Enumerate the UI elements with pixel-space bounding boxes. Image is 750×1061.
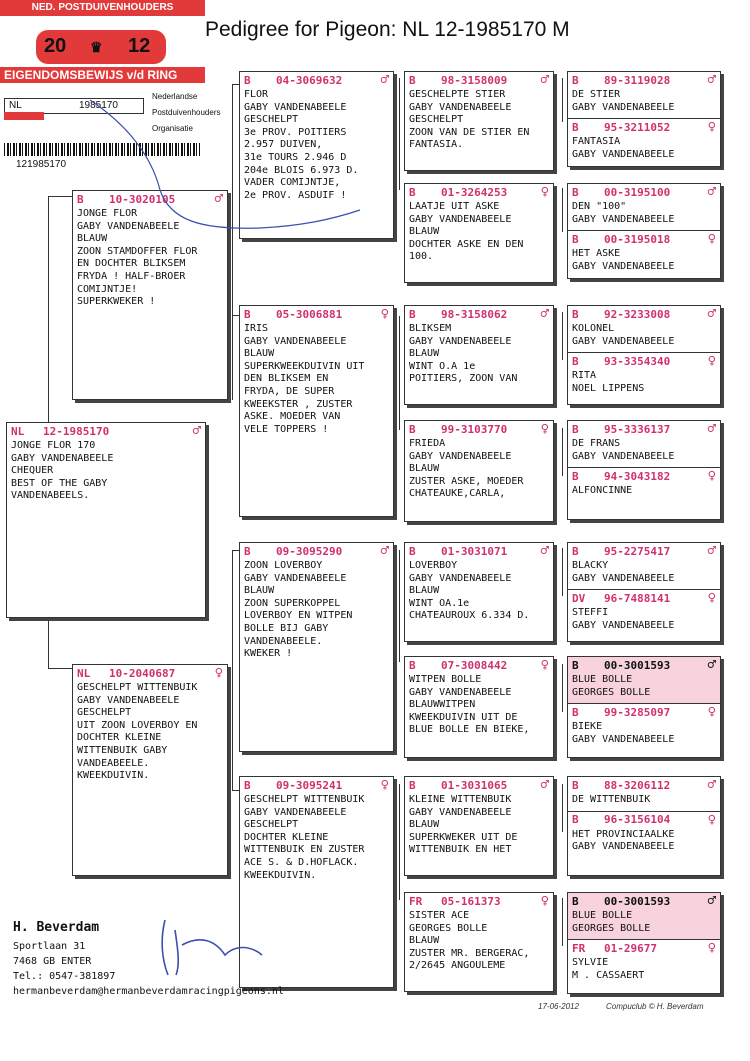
- pigeon-line: KWEEKDUIVIN UIT DE: [409, 711, 518, 723]
- female-icon: ♀: [540, 893, 549, 909]
- male-icon: ♂: [540, 72, 549, 88]
- footer-software: Compuclub © H. Beverdam: [606, 1002, 704, 1011]
- ring-number: 00-3001593: [604, 894, 671, 908]
- country-code: NL: [77, 666, 91, 680]
- country-code: FR: [409, 894, 423, 908]
- breeder-info: [13, 920, 284, 999]
- pigeon-line: GABY VANDENABEELE: [572, 733, 675, 745]
- pigeon-line: WITTENBUIK GABY: [77, 744, 168, 756]
- country-code: B: [572, 813, 579, 827]
- barcode-number: 121985170: [16, 159, 67, 170]
- pigeon-line: 2e PROV. ASDUIF !: [244, 189, 347, 201]
- female-icon: ♀: [540, 184, 549, 200]
- pigeon-line: JONGE FLOR 170: [11, 440, 96, 451]
- female-icon: ♀: [707, 704, 716, 721]
- country-code: B: [572, 307, 579, 321]
- pigeon-line: ASKE. MOEDER VAN: [244, 411, 341, 423]
- pigeon-line: SISTER ACE: [409, 910, 470, 921]
- pigeon-line: LAATJE UIT ASKE: [409, 201, 500, 212]
- pigeon-line: BLUE BOLLE: [572, 910, 633, 921]
- pigeon-line: GESCHELPT: [244, 819, 299, 831]
- ring-number: 95-3336137: [604, 422, 671, 436]
- male-icon: ♂: [707, 72, 716, 88]
- ring-number: 01-3031065: [441, 778, 508, 792]
- pigeon-line: KOLONEL: [572, 323, 615, 334]
- pigeon-line: VANDENABEELS.: [11, 490, 90, 502]
- pigeon-line: KWEEKSTER , ZUSTER: [244, 398, 353, 410]
- pigeon-line: ACE S. & D.HOFLACK.: [244, 856, 359, 868]
- pigeon-line: BLAUW: [409, 348, 440, 360]
- pigeon-line: GABY VANDENABEELE: [572, 841, 675, 853]
- pigeon-line: ZOON LOVERBOY: [244, 560, 323, 571]
- male-icon: ♂: [707, 306, 716, 322]
- country-code: B: [409, 73, 416, 87]
- pigeon-line: 2.957 DUIVEN,: [244, 139, 323, 151]
- pigeon-line: DOCHTER ASKE EN DEN: [409, 238, 524, 250]
- stamp-year-right: 12: [128, 35, 151, 57]
- ring-number: 07-3008442: [441, 658, 508, 672]
- pigeon-line: BLAUWWITPEN: [409, 699, 476, 711]
- male-icon: ♂: [192, 423, 201, 439]
- pigeon-line: GABY VANDENABEELE: [409, 450, 512, 462]
- pigeon-line: GABY VANDENABEELE: [572, 101, 675, 113]
- pigeon-line: COMIJNTJE!: [77, 283, 138, 295]
- pigeon-line: DEN "100": [572, 201, 627, 212]
- male-icon: ♂: [540, 543, 549, 559]
- pigeon-line: GABY VANDENABEELE: [77, 220, 180, 232]
- ring-number: 05-161373: [441, 894, 501, 908]
- pigeon-line: GESCHELPTE STIER: [409, 89, 506, 100]
- pigeon-line: IRIS: [244, 323, 269, 334]
- pigeon-line: KWEEKDUIVIN.: [77, 770, 150, 782]
- male-icon: ♂: [707, 421, 716, 437]
- pigeon-line: GABY VANDENABEELE: [572, 335, 675, 347]
- country-code: B: [244, 307, 251, 321]
- pigeon-line: VADER COMIJNTJE,: [244, 177, 341, 189]
- pigeon-line: FRIEDA: [409, 438, 446, 449]
- ring-number: 01-3264253: [441, 185, 508, 199]
- ring-number: 96-3156104: [604, 813, 671, 827]
- pigeon-line: 100.: [409, 251, 434, 263]
- pigeon-line: VELE TOPPERS !: [244, 423, 329, 435]
- pigeon-line: GABY VANDENABEELE: [409, 213, 512, 225]
- ring-number: 95-3211052: [604, 120, 671, 134]
- pigeon-line: RITA: [572, 370, 597, 382]
- country-code: B: [572, 778, 579, 792]
- breeder-phone: Tel.: 0547-381897: [13, 971, 116, 982]
- ring-number: 00-3195018: [604, 232, 671, 246]
- country-code: B: [409, 544, 416, 558]
- pigeon-line: STEFFI: [572, 607, 609, 619]
- female-icon: ♀: [380, 306, 389, 322]
- female-icon: ♀: [707, 940, 716, 957]
- country-code: DV: [572, 591, 586, 605]
- stamp-country: NL: [9, 100, 22, 111]
- ring-number: 09-3095241: [276, 778, 343, 792]
- ring-number: 89-3119028: [604, 73, 671, 87]
- pigeon-line: GESCHELPT WITTENBUIK: [244, 794, 365, 805]
- country-code: B: [77, 192, 84, 206]
- pigeon-line: HET PROVINCIAALKE: [572, 828, 675, 840]
- pigeon-line: GEORGES BOLLE: [409, 922, 488, 934]
- country-code: B: [572, 705, 579, 719]
- pigeon-line: GABY VANDENABEELE: [244, 101, 347, 113]
- pigeon-line: GABY VANDENABEELE: [572, 148, 675, 160]
- pigeon-line: BEST OF THE GABY: [11, 477, 108, 489]
- ring-number: 04-3069632: [276, 73, 343, 87]
- pigeon-line: BLUE BOLLE: [572, 674, 633, 685]
- ring-number: 09-3095290: [276, 544, 343, 558]
- pigeon-line: M . CASSAERT: [572, 969, 645, 981]
- pigeon-line: BLUE BOLLE EN BIEKE,: [409, 724, 530, 736]
- pigeon-line: GABY VANDENABEELE: [409, 572, 512, 584]
- pigeon-line: GABY VANDENABEELE: [244, 572, 347, 584]
- pigeon-line: BLIKSEM: [409, 323, 452, 334]
- male-icon: ♂: [707, 184, 716, 200]
- pigeon-line: BLAUW: [244, 585, 275, 597]
- pigeon-line: GESCHELPT: [409, 114, 464, 126]
- pigeon-line: GEORGES BOLLE: [572, 686, 651, 698]
- pigeon-line: BLAUW: [409, 819, 440, 831]
- pigeon-line: GABY VANDENABEELE: [572, 572, 675, 584]
- ring-number: 94-3043182: [604, 469, 671, 483]
- female-icon: ♀: [214, 665, 223, 681]
- pigeon-line: JONGE FLOR: [77, 208, 138, 219]
- country-code: B: [572, 354, 579, 368]
- pigeon-line: FRYDA, DE SUPER: [244, 385, 335, 397]
- pigeon-line: GABY VANDENABEELE: [409, 101, 512, 113]
- country-code: B: [572, 469, 579, 483]
- male-icon: ♂: [380, 543, 389, 559]
- female-icon: ♀: [380, 777, 389, 793]
- female-icon: ♀: [707, 353, 716, 370]
- pigeon-line: CHEQUER: [11, 465, 54, 477]
- footer-date: 17-06-2012: [538, 1002, 579, 1011]
- stamp-side-1: Nederlandse: [152, 92, 198, 101]
- country-code: B: [572, 185, 579, 199]
- pigeon-line: ZOON SUPERKOPPEL: [244, 597, 341, 609]
- pigeon-line: GABY VANDENABEELE: [409, 686, 512, 698]
- male-icon: ♂: [707, 893, 716, 909]
- male-icon: ♂: [707, 543, 716, 559]
- stamp-side-2: Postduivenhouders: [152, 108, 221, 117]
- male-icon: ♂: [707, 777, 716, 793]
- country-code: B: [572, 544, 579, 558]
- country-code: B: [572, 232, 579, 246]
- stamp-ring: 1985170: [79, 100, 118, 111]
- pigeon-line: VANDEABEELE.: [77, 757, 150, 769]
- pigeon-line: HET ASKE: [572, 248, 621, 260]
- pigeon-line: EN DOCHTER BLIKSEM: [77, 258, 186, 270]
- country-code: B: [409, 185, 416, 199]
- pigeon-line: GABY VANDENABEELE: [572, 260, 675, 272]
- male-icon: ♂: [540, 306, 549, 322]
- ring-number: 95-2275417: [604, 544, 671, 558]
- pigeon-line: BOLLE BIJ GABY: [244, 622, 329, 634]
- pigeon-line: DE FRANS: [572, 438, 621, 449]
- female-icon: ♀: [707, 231, 716, 248]
- stamp-ownership: EIGENDOMSBEWIJS v/d RING: [0, 67, 205, 83]
- pigeon-line: BLAUW: [409, 226, 440, 238]
- pigeon-line: BLAUW: [244, 348, 275, 360]
- ring-number: 05-3006881: [276, 307, 343, 321]
- pigeon-line: BIEKE: [572, 721, 603, 733]
- country-code: B: [409, 658, 416, 672]
- pigeon-line: SUPERKWEKER UIT DE: [409, 831, 518, 843]
- pigeon-line: UIT ZOON LOVERBOY EN: [77, 719, 198, 731]
- pigeon-line: GESCHELPT: [244, 114, 299, 126]
- ring-number: 98-3158009: [441, 73, 508, 87]
- pigeon-line: WINT O.A 1e: [409, 360, 476, 372]
- pigeon-line: GABY VANDENABEELE: [244, 335, 347, 347]
- pigeon-line: CHATEAUROUX 6.334 D.: [409, 610, 530, 622]
- pigeon-line: GESCHELPT: [77, 707, 132, 719]
- page-title: Pedigree for Pigeon: NL 12-1985170 M: [205, 18, 570, 41]
- ring-number: 01-29677: [604, 941, 657, 955]
- pigeon-line: DE STIER: [572, 89, 621, 100]
- country-code: B: [409, 422, 416, 436]
- pigeon-line: GABY VANDENABEELE: [244, 806, 347, 818]
- pigeon-line: NOEL LIPPENS: [572, 382, 645, 394]
- pigeon-line: BLAUW: [409, 585, 440, 597]
- ring-number: 10-2040687: [109, 666, 176, 680]
- pigeon-line: DOCHTER KLEINE: [77, 732, 162, 744]
- country-code: B: [244, 544, 251, 558]
- pigeon-line: GABY VANDENABEELE: [409, 335, 512, 347]
- pigeon-line: GABY VANDENABEELE: [572, 213, 675, 225]
- pigeon-line: ZUSTER ASKE, MOEDER: [409, 475, 524, 487]
- breeder-city: 7468 GB ENTER: [13, 956, 92, 967]
- pigeon-line: 2/2645 ANGOULEME: [409, 960, 506, 972]
- pigeon-line: ALFONCINNE: [572, 485, 633, 497]
- ring-number: 96-7488141: [604, 591, 671, 605]
- pigeon-line: FRYDA ! HALF-BROER: [77, 270, 186, 282]
- country-code: B: [244, 73, 251, 87]
- pigeon-line: ZUSTER MR. BERGERAC,: [409, 947, 530, 959]
- pigeon-line: GABY VANDENABEELE: [409, 806, 512, 818]
- ring-number: 10-3020105: [109, 192, 176, 206]
- pigeon-line: WITPEN BOLLE: [409, 674, 482, 685]
- pigeon-line: SYLVIE: [572, 957, 609, 969]
- country-code: B: [572, 73, 579, 87]
- pigeon-line: KWEKER !: [244, 648, 293, 660]
- breeder-street: Sportlaan 31: [13, 941, 86, 952]
- ring-number: 99-3103770: [441, 422, 508, 436]
- ring-number: 92-3233008: [604, 307, 671, 321]
- ring-number: 12-1985170: [43, 424, 110, 438]
- pigeon-line: VANDENABEELE.: [244, 635, 323, 647]
- ring-number: 98-3158062: [441, 307, 508, 321]
- pigeon-line: FANTASIA: [572, 136, 621, 148]
- pigeon-line: SUPERKWEKER !: [77, 296, 156, 308]
- pigeon-line: WINT OA.1e: [409, 597, 470, 609]
- male-icon: ♂: [707, 657, 716, 673]
- pigeon-line: 31e TOURS 2.946 D: [244, 151, 347, 163]
- ring-number: 00-3001593: [604, 658, 671, 672]
- male-icon: ♂: [380, 72, 389, 88]
- pigeon-line: SUPERKWEEKDUIVIN UIT: [244, 360, 365, 372]
- pigeon-line: BLACKY: [572, 560, 609, 571]
- pigeon-line: GEORGES BOLLE: [572, 922, 651, 934]
- ring-number: 88-3206112: [604, 778, 671, 792]
- country-code: B: [409, 778, 416, 792]
- breeder-name: H. Beverdam: [13, 920, 100, 935]
- pigeon-line: 204e BLOIS 6.973 D.: [244, 164, 359, 176]
- ring-number: 01-3031071: [441, 544, 508, 558]
- pigeon-line: KWEEKDUIVIN.: [244, 869, 317, 881]
- country-code: B: [572, 120, 579, 134]
- pigeon-line: GABY VANDENABEELE: [11, 452, 114, 464]
- pigeon-line: WITTENBUIK EN HET: [409, 844, 512, 856]
- pigeon-line: GESCHELPT WITTENBUIK: [77, 682, 198, 693]
- pigeon-line: LOVERBOY EN WITPEN: [244, 610, 353, 622]
- female-icon: ♀: [707, 590, 716, 607]
- pigeon-line: CHATEAUKE,CARLA,: [409, 488, 506, 500]
- country-code: NL: [11, 424, 25, 438]
- pigeon-line: LOVERBOY: [409, 560, 458, 571]
- pigeon-line: GABY VANDENABEELE: [572, 619, 675, 631]
- stamp-year-left: 20: [44, 35, 67, 57]
- country-code: B: [572, 658, 579, 672]
- country-code: B: [572, 894, 579, 908]
- pigeon-line: WITTENBUIK EN ZUSTER: [244, 844, 365, 856]
- lion-icon: ♛: [90, 39, 103, 55]
- pigeon-line: BLAUW: [409, 935, 440, 947]
- pigeon-line: ZOON VAN DE STIER EN: [409, 126, 530, 138]
- breeder-email: hermanbeverdam@hermanbeverdamracingpigeons.nl: [13, 986, 284, 997]
- pigeon-line: ZOON STAMDOFFER FLOR: [77, 245, 198, 257]
- pigeon-line: FLOR: [244, 89, 269, 100]
- pigeon-line: BLAUW: [77, 233, 108, 245]
- country-code: B: [244, 778, 251, 792]
- stamp-org: NED. POSTDUIVENHOUDERS ORGANISATIE: [0, 0, 205, 16]
- female-icon: ♀: [707, 468, 716, 485]
- male-icon: ♂: [540, 777, 549, 793]
- pigeon-line: DOCHTER KLEINE: [244, 831, 329, 843]
- pigeon-line: FANTASIA.: [409, 139, 464, 151]
- stamp-side-3: Organisatie: [152, 124, 193, 133]
- male-icon: ♂: [214, 191, 223, 207]
- pigeon-line: POITIERS, ZOON VAN: [409, 373, 518, 385]
- country-code: B: [572, 422, 579, 436]
- pigeon-line: GABY VANDENABEELE: [77, 694, 180, 706]
- pigeon-line: 3e PROV. POITIERS: [244, 126, 347, 138]
- female-icon: ♀: [540, 657, 549, 673]
- female-icon: ♀: [540, 421, 549, 437]
- ring-number: 00-3195100: [604, 185, 671, 199]
- ring-number: 93-3354340: [604, 354, 671, 368]
- pigeon-line: GABY VANDENABEELE: [572, 450, 675, 462]
- ring-number: 99-3285097: [604, 705, 671, 719]
- female-icon: ♀: [707, 811, 716, 828]
- country-code: FR: [572, 941, 586, 955]
- country-code: B: [409, 307, 416, 321]
- female-icon: ♀: [707, 119, 716, 136]
- pigeon-line: BLAUW: [409, 463, 440, 475]
- pigeon-line: KLEINE WITTENBUIK: [409, 794, 512, 805]
- pigeon-line: DE WITTENBUIK: [572, 794, 651, 805]
- pigeon-line: DEN BLIKSEM EN: [244, 373, 329, 385]
